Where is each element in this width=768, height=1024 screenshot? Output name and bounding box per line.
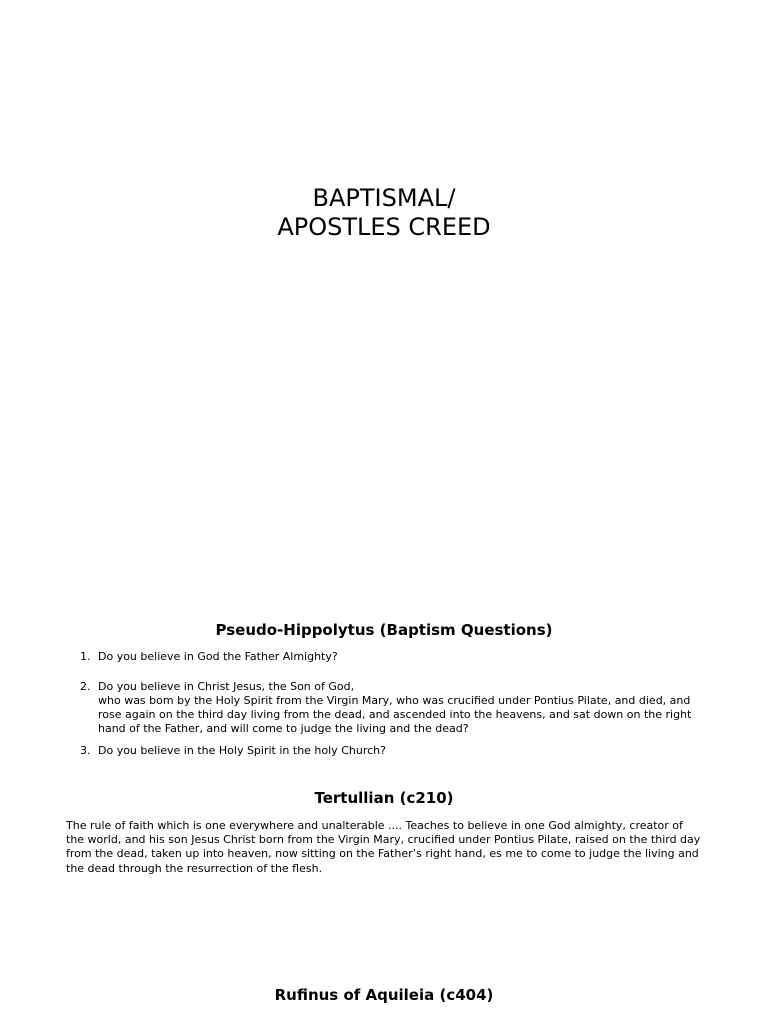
list-item-number: 1. bbox=[80, 650, 91, 663]
list-item-number: 2. bbox=[80, 680, 91, 693]
page-title bbox=[0, 184, 768, 242]
text-line: the dead through the resurrection of the flesh. bbox=[66, 861, 323, 875]
section-heading-pseudo-hippolytus: Pseudo-Hippolytus (Baptism Questions) bbox=[215, 621, 553, 639]
tertullian-paragraph bbox=[66, 819, 706, 876]
text-line: Do you believe in the Holy Spirit in the holy Church? bbox=[98, 744, 386, 757]
page-title-line-2: APOSTLES CREED bbox=[277, 213, 491, 241]
list-item-text bbox=[98, 744, 700, 758]
text-line: Do you believe in Christ Jesus, the Son of God, bbox=[98, 680, 355, 693]
list-item-text bbox=[98, 650, 700, 664]
text-line: rose again on the third day living from the dead, and ascended into the heavens, and sat down on the right bbox=[98, 708, 692, 721]
text-line: Do you believe in God the Father Almighty? bbox=[98, 650, 338, 663]
text-line: the world, and his son Jesus Christ born from the Virgin Mary, crucified under Pontius Pilate, raised on the third day bbox=[66, 833, 701, 847]
text-line: who was bom by the Holy Spirit from the Virgin Mary, who was crucified under Pontius Pilate, and died, and bbox=[98, 694, 691, 707]
text-line: from the dead, taken up into heaven, now sitting on the Father’s right hand, es me to come to judge the living and bbox=[66, 847, 699, 861]
text-line: hand of the Father, and will come to judge the living and the dead? bbox=[98, 722, 469, 735]
page-title-line-1: BAPTISMAL/ bbox=[312, 184, 456, 212]
list-item-text bbox=[98, 680, 700, 736]
section-heading-tertullian: Tertullian (c210) bbox=[314, 789, 454, 807]
section-heading-rufinus: Rufinus of Aquileia (c404) bbox=[274, 986, 494, 1004]
text-line: The rule of faith which is one everywhere and unalterable .... Teaches to believe in one God almighty, creator of bbox=[66, 819, 683, 832]
list-item-number: 3. bbox=[80, 744, 91, 757]
